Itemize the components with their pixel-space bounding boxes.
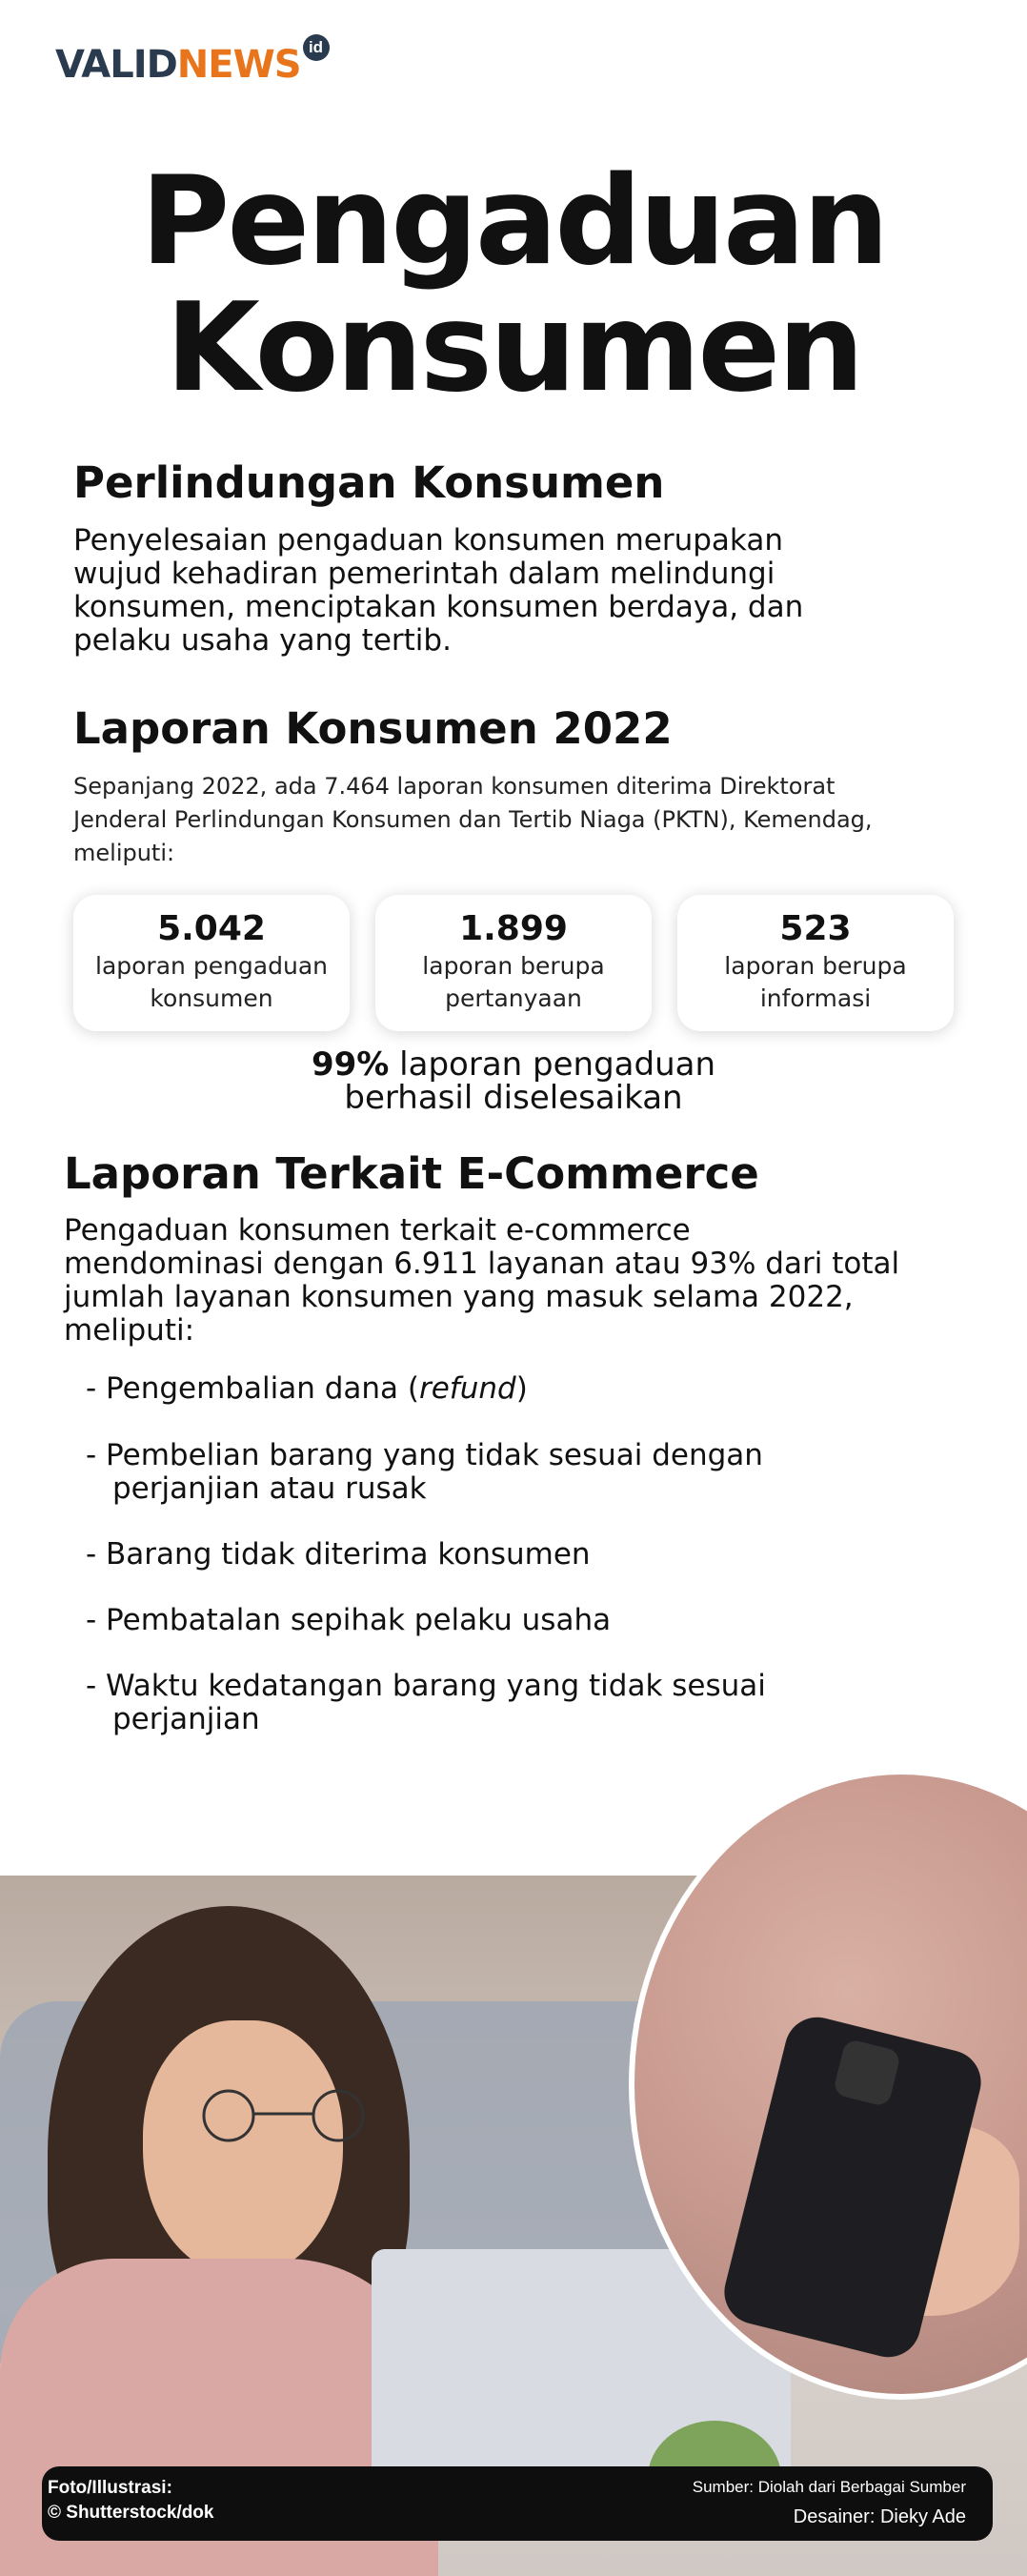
paragraph-line: Pengaduan konsumen terkait e-commerce: [64, 1213, 691, 1247]
source-credit: Sumber: Diolah dari Berbagai Sumber: [692, 2478, 966, 2496]
perlindungan-paragraph: [73, 524, 988, 658]
logo-id-badge: id: [303, 34, 330, 61]
paragraph-line: mendominasi dengan 6.911 layanan atau 93% dari total: [64, 1247, 900, 1281]
photo-credit: [48, 2476, 213, 2525]
resolved-percent-value: 99%: [311, 1045, 390, 1084]
credits-bar: [42, 2466, 993, 2541]
heading-perlindungan-konsumen: Perlindungan Konsumen: [73, 457, 665, 508]
stat-label: informasi: [759, 984, 872, 1012]
paragraph-line: meliputi:: [73, 840, 175, 866]
photo-glasses-icon: [181, 2087, 391, 2144]
stat-value: 523: [779, 909, 852, 948]
ecommerce-paragraph: [64, 1214, 1007, 1348]
stat-value: 1.899: [459, 909, 568, 948]
resolved-text-2: berhasil diselesaikan: [344, 1079, 683, 1117]
main-title-line2: Konsumen: [165, 277, 862, 419]
paragraph-line: Jenderal Perlindungan Konsumen dan Tertib Niaga (PKTN), Kemendag,: [73, 806, 873, 833]
list-text: perjanjian: [112, 1702, 260, 1736]
paragraph-line: Penyelesaian pengaduan konsumen merupakan: [73, 523, 783, 558]
list-text-italic: refund: [418, 1371, 516, 1406]
list-text: ): [515, 1371, 528, 1406]
main-title-line1: Pengaduan: [140, 151, 887, 293]
stat-value: 5.042: [157, 909, 266, 948]
list-item-waktu-kedatangan: [86, 1670, 766, 1736]
list-text: - Pembatalan sepihak pelaku usaha: [86, 1603, 612, 1637]
list-text: - Pembelian barang yang tidak sesuai dengan: [86, 1438, 763, 1472]
paragraph-line: wujud kehadiran pemerintah dalam melindungi: [73, 557, 775, 591]
resolved-percent-text: [0, 1045, 1027, 1117]
paragraph-line: Sepanjang 2022, ada 7.464 laporan konsumen diterima Direktorat: [73, 773, 836, 800]
valid-news-logo: [55, 34, 330, 87]
logo-valid: VALID: [55, 43, 177, 87]
photo-credit-text: © Shutterstock/dok: [48, 2503, 214, 2523]
list-text: - Waktu kedatangan barang yang tidak sesuai: [86, 1669, 766, 1703]
stat-label: konsumen: [150, 984, 273, 1012]
list-item-pembatalan: [86, 1604, 611, 1637]
stat-card-informasi: [677, 895, 954, 1031]
laporan-konsumen-paragraph: [73, 770, 988, 870]
paragraph-line: pelaku usaha yang tertib.: [73, 623, 452, 658]
list-item-tidak-diterima: [86, 1538, 591, 1572]
heading-laporan-konsumen-2022: Laporan Konsumen 2022: [73, 703, 673, 754]
logo-news: NEWS: [176, 43, 301, 87]
photo-woman-face: [143, 2020, 343, 2278]
photo-label: Foto/Illustrasi:: [48, 2478, 172, 2498]
list-item-barang-tidak-sesuai: [86, 1439, 763, 1506]
designer-credit: Desainer: Dieky Ade: [793, 2506, 966, 2527]
list-item-refund: [86, 1372, 528, 1406]
resolved-text-1: laporan pengaduan: [389, 1045, 715, 1084]
paragraph-line: jumlah layanan konsumen yang masuk selama 2022,: [64, 1280, 854, 1314]
paragraph-line: meliputi:: [64, 1313, 195, 1348]
stat-card-pertanyaan: [375, 895, 652, 1031]
list-text: perjanjian atau rusak: [112, 1471, 427, 1506]
stat-label: laporan pengaduan: [95, 952, 328, 980]
list-text: - Pengembalian dana (: [86, 1371, 419, 1406]
stat-label: laporan berupa: [422, 952, 605, 980]
stat-card-pengaduan: [73, 895, 350, 1031]
stat-label: laporan berupa: [724, 952, 907, 980]
heading-ecommerce: Laporan Terkait E-Commerce: [64, 1148, 759, 1199]
paragraph-line: konsumen, menciptakan konsumen berdaya, dan: [73, 590, 804, 624]
list-text: - Barang tidak diterima konsumen: [86, 1537, 591, 1572]
stat-label: pertanyaan: [445, 984, 582, 1012]
